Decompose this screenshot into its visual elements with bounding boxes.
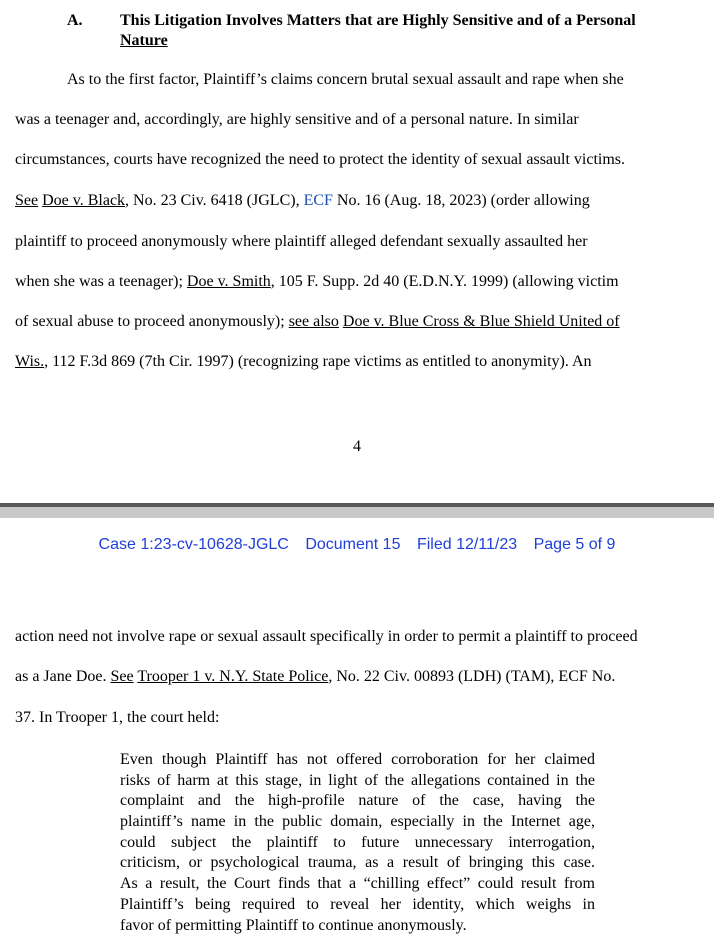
quote-line: risks of harm at this stage, in light of the allegations contained in the: [120, 771, 595, 789]
quote-line: Even though Plaintiff has not offered corroboration for her claimed: [120, 751, 595, 768]
stamp-filed: Filed 12/11/23: [416, 536, 518, 553]
case-citation-doe-v-blue-cross: Doe v. Blue Cross & Blue Shield United of: [342, 313, 620, 330]
paragraph-line: action need not involve rape or sexual assault specifically in order to permit a plaintiff to proceed: [15, 628, 638, 645]
case-citation-wis: Wis.: [15, 353, 45, 370]
quote-line: criticism, or psychological trauma, as a result of bringing this case.: [120, 854, 595, 872]
quote-line: could subject the plaintiff to future unnecessary interrogation,: [120, 833, 595, 851]
quote-line: favor of permitting Plaintiff to continue anonymously.: [120, 916, 467, 934]
paragraph-line: 37. In Trooper 1, the court held:: [15, 709, 220, 726]
signal-see-also: see also: [288, 313, 339, 330]
paragraph-line: circumstances, courts have recognized the need to protect the identity of sexual assault victims.: [15, 151, 626, 168]
case-citation-trooper-1: Trooper 1 v. N.Y. State Police: [137, 668, 329, 685]
quote-line: plaintiff’s name in the public domain, especially in the Internet age,: [120, 813, 595, 831]
stamp-page: Page 5 of 9: [533, 536, 616, 553]
section-title: [120, 11, 700, 51]
quote-line: As a result, the Court finds that a “chilling effect” could result from: [120, 875, 595, 893]
case-citation-doe-v-black: Doe v. Black: [42, 192, 126, 209]
ecf-header-stamp: [0, 536, 714, 554]
paragraph-text: as a Jane Doe.: [15, 668, 111, 685]
section-title-line-2: Nature: [120, 32, 168, 49]
citation-text: , No. 23 Civ. 6418 (JGLC),: [125, 192, 304, 209]
paragraph-text: when she was a teenager);: [15, 273, 187, 290]
stamp-case-number: Case 1:23-cv-10628-JGLC: [98, 536, 289, 553]
paragraph-line: was a teenager and, accordingly, are highly sensitive and of a personal nature. In similar: [15, 111, 579, 128]
section-title-line-1: This Litigation Involves Matters that are Highly Sensitive and of a Personal: [120, 12, 636, 29]
stamp-document: Document 15: [305, 536, 401, 553]
paragraph-line: [15, 191, 590, 211]
paragraph-line: [15, 667, 615, 687]
paragraph-line: [15, 312, 620, 332]
paragraph-line: plaintiff to proceed anonymously where plaintiff alleged defendant sexually assaulted her: [15, 233, 588, 250]
paragraph-line: [15, 272, 619, 292]
quote-line: complaint and the high-profile nature of the case, having the: [120, 792, 595, 810]
citation-text: , 105 F. Supp. 2d 40 (E.D.N.Y. 1999) (allowing victim: [270, 273, 619, 290]
signal-see: See: [15, 192, 39, 209]
section-letter: A.: [67, 12, 83, 29]
signal-see: See: [110, 668, 134, 685]
page-number: 4: [353, 438, 361, 455]
paragraph-line: As to the first factor, Plaintiff’s claims concern brutal sexual assault and rape when she: [67, 71, 624, 88]
citation-text: , No. 22 Civ. 00893 (LDH) (TAM), ECF No.: [328, 668, 616, 685]
paragraph-text: of sexual abuse to proceed anonymously);: [15, 313, 289, 330]
ecf-label: ECF: [303, 192, 333, 209]
citation-text: , 112 F.3d 869 (7th Cir. 1997) (recognizing rape victims as entitled to anonymity). An: [44, 353, 592, 370]
citation-text: No. 16 (Aug. 18, 2023) (order allowing: [332, 192, 590, 209]
block-quote: [120, 750, 595, 936]
case-citation-doe-v-smith: Doe v. Smith: [186, 273, 271, 290]
paragraph-line: [15, 352, 592, 372]
page-divider-band: [0, 507, 714, 518]
quote-line: Plaintiff’s being required to reveal her identity, which weighs in: [120, 895, 595, 913]
